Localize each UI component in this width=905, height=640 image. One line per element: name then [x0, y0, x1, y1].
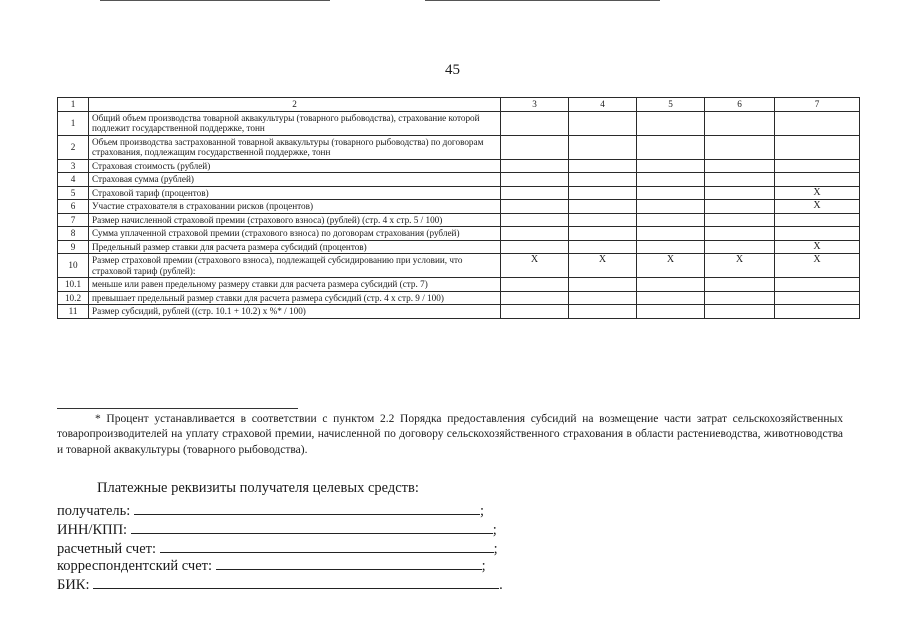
value-cell [775, 213, 860, 227]
value-cell [569, 213, 637, 227]
requisite-end: . [499, 577, 503, 593]
table-header-row [58, 98, 860, 112]
value-cell [501, 111, 569, 135]
header-cell: 4 [569, 98, 637, 112]
table-row [58, 159, 860, 173]
footnote-text: * Процент устанавливается в соответствии с пунктом 2.2 Порядка предоставления субсидий на возмещение части затрат сельскохозяйственных товаропроизводителей на уплату страховой премии, начисленной по договору сельскохозяйственного страхования в области растениеводства, животноводства и товарной аквакультуры (товарного рыбоводства). [57, 413, 843, 456]
value-cell [637, 159, 705, 173]
requisite-inn-kpp [57, 520, 497, 538]
value-cell [569, 159, 637, 173]
value-cell [705, 213, 775, 227]
not-applicable-mark: X [775, 200, 860, 214]
value-cell [637, 200, 705, 214]
fill-line [216, 556, 482, 570]
row-number-cell: 10.2 [58, 291, 89, 305]
value-cell [501, 186, 569, 200]
table-row [58, 173, 860, 187]
value-cell [569, 278, 637, 292]
not-applicable-mark: X [775, 254, 860, 278]
value-cell [705, 305, 775, 319]
value-cell [705, 159, 775, 173]
value-cell [637, 111, 705, 135]
value-cell [705, 278, 775, 292]
row-indicator-cell: Страховая стоимость (рублей) [89, 159, 501, 173]
row-number-cell: 9 [58, 240, 89, 254]
value-cell [705, 291, 775, 305]
row-indicator-cell: Сумма уплаченной страховой премии (страхового взноса) по договорам страхования (рублей) [89, 227, 501, 241]
table-row [58, 305, 860, 319]
value-cell [705, 240, 775, 254]
value-cell [705, 200, 775, 214]
value-cell [501, 227, 569, 241]
table-row [58, 213, 860, 227]
value-cell [775, 227, 860, 241]
value-cell [569, 173, 637, 187]
table-row [58, 135, 860, 159]
requisite-end: ; [492, 522, 497, 538]
row-number-cell: 1 [58, 111, 89, 135]
fill-line [160, 539, 494, 553]
value-cell [501, 305, 569, 319]
not-applicable-mark: X [569, 254, 637, 278]
requisite-end: ; [479, 503, 484, 519]
header-cell: 6 [705, 98, 775, 112]
table-row [58, 278, 860, 292]
table-row [58, 186, 860, 200]
row-number-cell: 10 [58, 254, 89, 278]
requisite-bik [57, 575, 503, 593]
value-cell [705, 173, 775, 187]
table-row [58, 200, 860, 214]
value-cell [501, 159, 569, 173]
row-indicator-cell: Размер начисленной страховой премии (страхового взноса) (рублей) (стр. 4 x стр. 5 / 100) [89, 213, 501, 227]
value-cell [637, 227, 705, 241]
requisite-settlement-account [57, 539, 498, 557]
requisite-label: корреспондентский счет: [57, 558, 213, 574]
row-number-cell: 8 [58, 227, 89, 241]
value-cell [637, 213, 705, 227]
value-cell [637, 240, 705, 254]
value-cell [569, 186, 637, 200]
requisite-label: ИНН/КПП: [57, 522, 128, 538]
header-cell: 2 [89, 98, 501, 112]
row-number-cell: 10.1 [58, 278, 89, 292]
value-cell [705, 227, 775, 241]
requisite-label: БИК: [57, 577, 90, 593]
row-indicator-cell: Участие страхователя в страховании рисков (процентов) [89, 200, 501, 214]
row-number-cell: 4 [58, 173, 89, 187]
row-indicator-cell: Размер страховой премии (страхового взноса), подлежащей субсидированию при условии, что страховой тариф (рублей): [89, 254, 501, 278]
requisite-end: ; [481, 558, 486, 574]
value-cell [705, 186, 775, 200]
fill-line [131, 520, 493, 534]
header-cell: 5 [637, 98, 705, 112]
not-applicable-mark: X [501, 254, 569, 278]
value-cell [637, 291, 705, 305]
value-cell [775, 291, 860, 305]
header-cell: 7 [775, 98, 860, 112]
fill-line [93, 575, 499, 589]
value-cell [637, 135, 705, 159]
page-number: 45 [445, 62, 460, 78]
value-cell [501, 135, 569, 159]
requisite-end: ; [493, 541, 498, 557]
fill-line [134, 501, 480, 515]
row-indicator-cell: Страховой тариф (процентов) [89, 186, 501, 200]
value-cell [501, 278, 569, 292]
table-row [58, 240, 860, 254]
value-cell [501, 213, 569, 227]
value-cell [775, 278, 860, 292]
value-cell [569, 305, 637, 319]
row-number-cell: 5 [58, 186, 89, 200]
row-number-cell: 11 [58, 305, 89, 319]
value-cell [501, 200, 569, 214]
subsidy-calculation-table [57, 97, 860, 319]
header-cell: 1 [58, 98, 89, 112]
row-indicator-cell: Размер субсидий, рублей ((стр. 10.1 + 10.2) x %* / 100) [89, 305, 501, 319]
row-indicator-cell: Объем производства застрахованной товарной аквакультуры (товарного рыбоводства) по договорам страхования, подлежащим государственной поддержке, тонн [89, 135, 501, 159]
row-indicator-cell: Страховая сумма (рублей) [89, 173, 501, 187]
value-cell [569, 240, 637, 254]
table-row [58, 291, 860, 305]
value-cell [775, 173, 860, 187]
value-cell [569, 200, 637, 214]
value-cell [637, 173, 705, 187]
table-body [58, 98, 860, 319]
row-indicator-cell: Общий объем производства товарной аквакультуры (товарного рыбоводства), страхование которой подлежит государственной поддержке, тонн [89, 111, 501, 135]
value-cell [501, 173, 569, 187]
row-indicator-cell: Предельный размер ставки для расчета размера субсидий (процентов) [89, 240, 501, 254]
value-cell [569, 135, 637, 159]
header-cell: 3 [501, 98, 569, 112]
row-number-cell: 7 [58, 213, 89, 227]
top-edge-line-left [100, 0, 330, 1]
not-applicable-mark: X [705, 254, 775, 278]
requisite-recipient [57, 501, 484, 519]
row-number-cell: 3 [58, 159, 89, 173]
top-edge-line-right [425, 0, 660, 1]
row-indicator-cell: меньше или равен предельному размеру ставки для расчета размера субсидий (стр. 7) [89, 278, 501, 292]
value-cell [569, 291, 637, 305]
value-cell [637, 186, 705, 200]
row-indicator-cell: превышает предельный размер ставки для расчета размера субсидий (стр. 4 x стр. 9 / 100) [89, 291, 501, 305]
requisite-label: получатель: [57, 503, 131, 519]
value-cell [775, 159, 860, 173]
footnote [57, 412, 843, 458]
requisites-title: Платежные реквизиты получателя целевых средств: [97, 480, 419, 496]
value-cell [637, 278, 705, 292]
row-number-cell: 2 [58, 135, 89, 159]
value-cell [637, 305, 705, 319]
not-applicable-mark: X [775, 186, 860, 200]
value-cell [569, 227, 637, 241]
value-cell [775, 111, 860, 135]
row-number-cell: 6 [58, 200, 89, 214]
footnote-separator [57, 408, 298, 409]
value-cell [569, 111, 637, 135]
not-applicable-mark: X [775, 240, 860, 254]
table-row [58, 111, 860, 135]
requisite-correspondent-account [57, 556, 486, 574]
value-cell [705, 111, 775, 135]
table-row [58, 254, 860, 278]
value-cell [501, 291, 569, 305]
value-cell [775, 305, 860, 319]
not-applicable-mark: X [637, 254, 705, 278]
requisite-label: расчетный счет: [57, 541, 157, 557]
table-row [58, 227, 860, 241]
value-cell [705, 135, 775, 159]
value-cell [501, 240, 569, 254]
value-cell [775, 135, 860, 159]
